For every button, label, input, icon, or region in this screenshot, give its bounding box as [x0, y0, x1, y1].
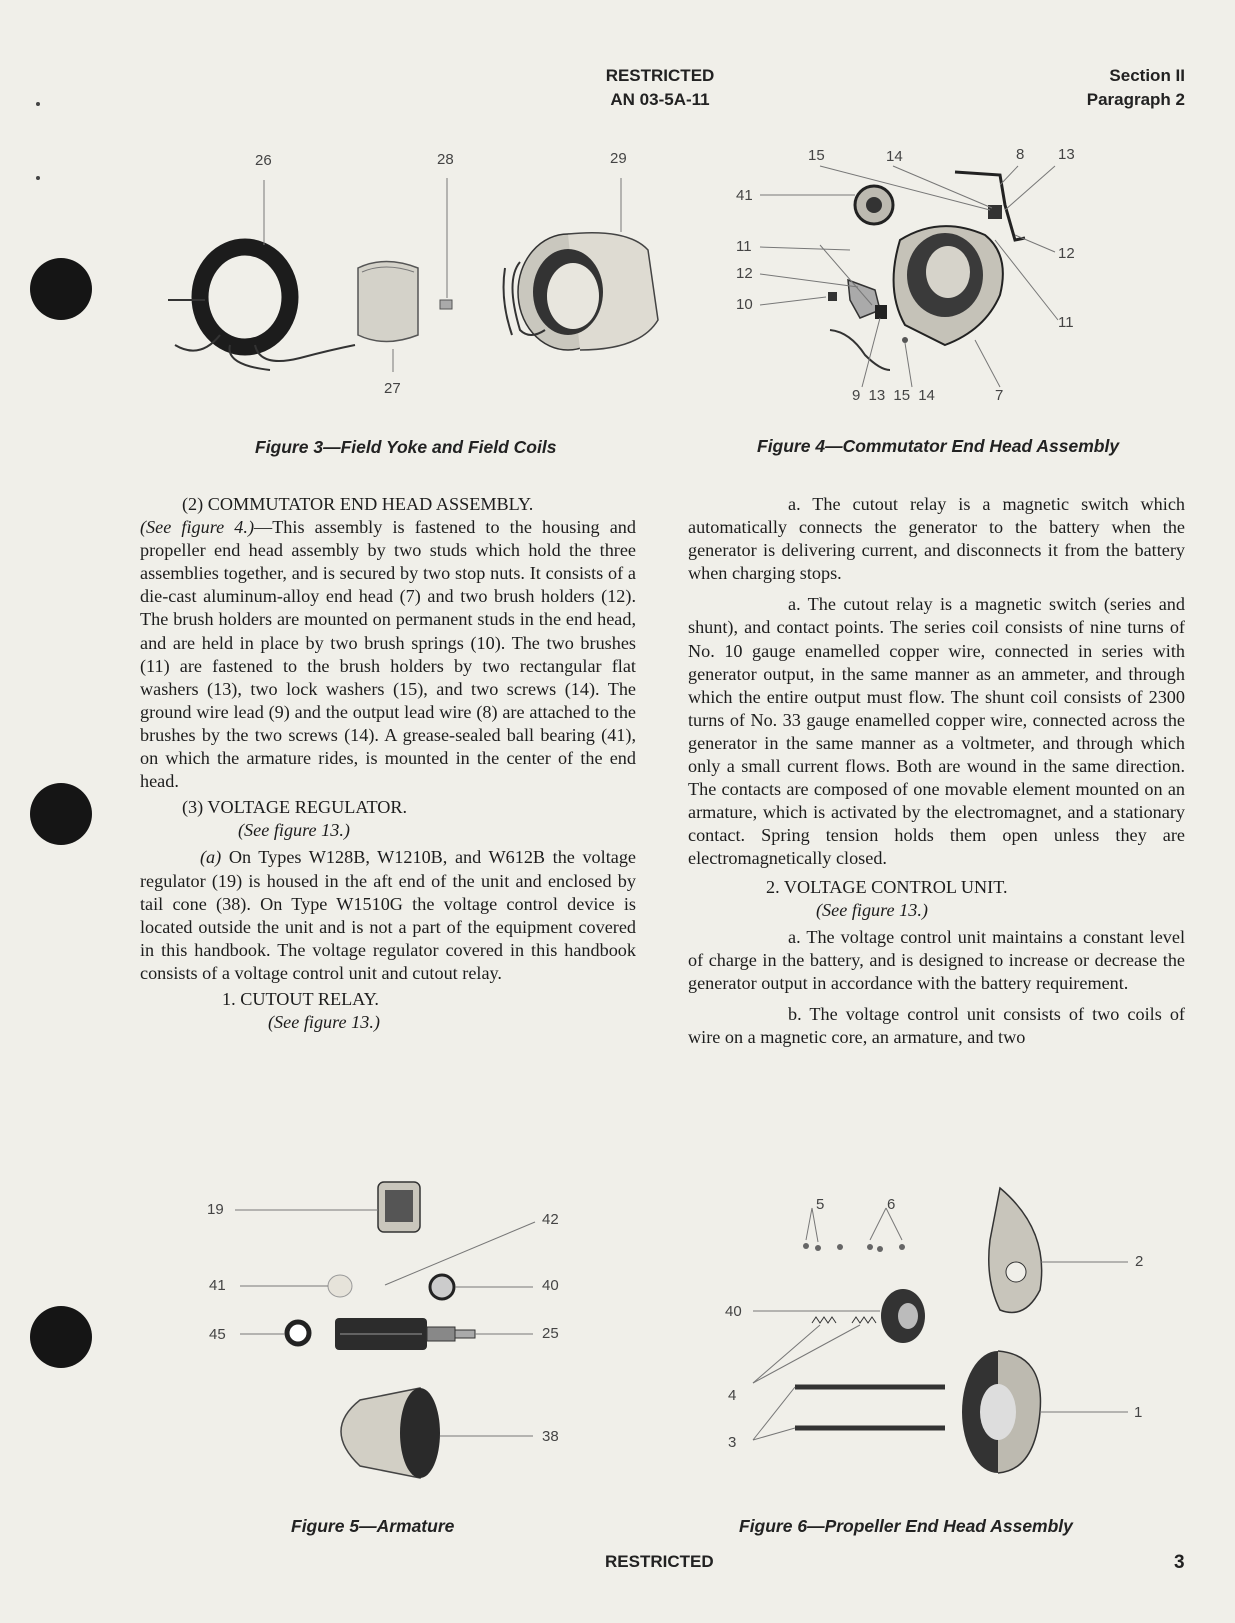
callout-8: 8 — [1016, 146, 1025, 163]
cutout-relay-para-1: a. The cutout relay is a magnetic switch which automatically connects the generator to the battery when the generator is delivering current, and disconnects it from the battery when charging stops. — [688, 494, 1185, 584]
callout-19: 19 — [207, 1201, 224, 1218]
paragraph-label: Paragraph 2 — [1086, 90, 1185, 109]
item-a-label: (a) — [200, 847, 222, 868]
callout-13: 13 — [1058, 146, 1075, 163]
callout-15: 15 — [808, 147, 825, 164]
voltage-control-figure-ref: (See figure 13.) — [816, 899, 928, 920]
callout-3: 3 — [728, 1434, 737, 1451]
callout-14: 14 — [886, 148, 903, 165]
callout-45: 45 — [209, 1326, 226, 1343]
voltage-regulator-body: On Types W128B, W1210B, and W612B the voltage regulator (19) is housed in the aft end of the unit and enclosed by tail cone (38). On Type W1510G the voltage control device is located outside the unit and is not a part of the equipment covered in this handbook. The voltage regulator covered in this handbook consists of a voltage control unit and cutout relay. — [140, 847, 636, 983]
commutator-body: —This assembly is fastened to the housing and propeller end head assembly by two studs which hold the three assemblies together, and is secured by two stop nuts. It consists of a die-cast aluminum-alloy end head (7) and two brush holders (12). The brush holders are mounted on permanent studs in the end head, and are held in place by two brush springs (10). The two brushes (11) are fastened to the brush holders by two rectangular flat washers (13), two lock washers (15), and two screws (14). The ground wire lead (9) and the output lead wire (8) are attached to the brushes by the two screws (14). A grease-sealed ball bearing (41), on which the armature rides, is mounted in the center of the end head. — [140, 517, 636, 792]
page-number: 3 — [1174, 1552, 1185, 1573]
callout-12-left: 12 — [736, 265, 753, 282]
callout-12-right: 12 — [1058, 245, 1075, 262]
cutout-relay-para-2: a. The cutout relay is a magnetic switch (series and shunt), and contact points. The series coil consists of nine turns of No. 10 gauge enamelled copper wire, connected in series with generator output, in the same manner as an ammeter, and through which the entire output must flow. The shunt coil consists of 2300 turns of No. 33 gauge enamelled copper wire, connected across the generator in the same manner as a voltmeter, and through which only a small current flows. Both are wound in the same direction. The contacts are composed of one movable element mounted on an armature, which is activated by the electromagnet, and a stationary contact. Spring tension holds them open unless they are electromagnetically closed. — [688, 594, 1185, 869]
figure-6-caption: Figure 6—Propeller End Head Assembly — [739, 1516, 1073, 1536]
callout-26: 26 — [255, 152, 272, 169]
callout-41: 41 — [736, 187, 753, 204]
voltage-regulator-figure-ref: (See figure 13.) — [238, 820, 350, 841]
callout-11-right: 11 — [1058, 314, 1074, 331]
cutout-relay-heading: 1. CUTOUT RELAY. — [222, 988, 379, 1009]
doc-number: AN 03-5A-11 — [610, 90, 710, 109]
callout-41: 41 — [209, 1277, 226, 1294]
callout-27: 27 — [384, 380, 401, 397]
callout-29: 29 — [610, 150, 627, 167]
callout-2: 2 — [1135, 1253, 1144, 1270]
commutator-heading: (2) COMMUTATOR END HEAD ASSEMBLY. — [182, 494, 534, 514]
callout-7: 7 — [995, 387, 1004, 404]
restricted-label: RESTRICTED — [605, 66, 715, 85]
callout-11-left: 11 — [736, 238, 752, 255]
voltage-control-para-a: a. The voltage control unit maintains a constant level of charge in the battery, and is designed to increase or decrease the generator output in accordance with the battery requirement. — [688, 926, 1185, 993]
figure-4-caption: Figure 4—Commutator End Head Assembly — [757, 436, 1120, 456]
section-label: Section II — [1109, 66, 1185, 85]
footer-restricted: RESTRICTED — [605, 1552, 714, 1571]
figure-3-caption: Figure 3—Field Yoke and Field Coils — [255, 437, 557, 457]
callout-10: 10 — [736, 296, 753, 313]
callout-40: 40 — [542, 1277, 559, 1294]
callout-4: 4 — [728, 1387, 737, 1404]
callout-9-13-15-14: 9 13 15 14 — [852, 387, 935, 404]
callout-28: 28 — [437, 151, 454, 168]
callout-1: 1 — [1134, 1404, 1143, 1421]
callout-40: 40 — [725, 1303, 742, 1320]
callout-5: 5 — [816, 1196, 825, 1213]
voltage-control-heading: 2. VOLTAGE CONTROL UNIT. — [766, 876, 1008, 897]
commutator-figure-ref: (See figure 4.) — [140, 517, 254, 538]
cutout-relay-figure-ref: (See figure 13.) — [268, 1012, 380, 1033]
callout-42: 42 — [542, 1211, 559, 1228]
voltage-control-para-b: b. The voltage control unit consists of two coils of wire on a magnetic core, an armature, and two — [688, 1003, 1185, 1048]
figure-5-caption: Figure 5—Armature — [291, 1516, 455, 1536]
callout-25: 25 — [542, 1325, 559, 1342]
callout-6: 6 — [887, 1196, 896, 1213]
voltage-regulator-heading: (3) VOLTAGE REGULATOR. — [182, 797, 408, 818]
callout-38: 38 — [542, 1428, 559, 1445]
